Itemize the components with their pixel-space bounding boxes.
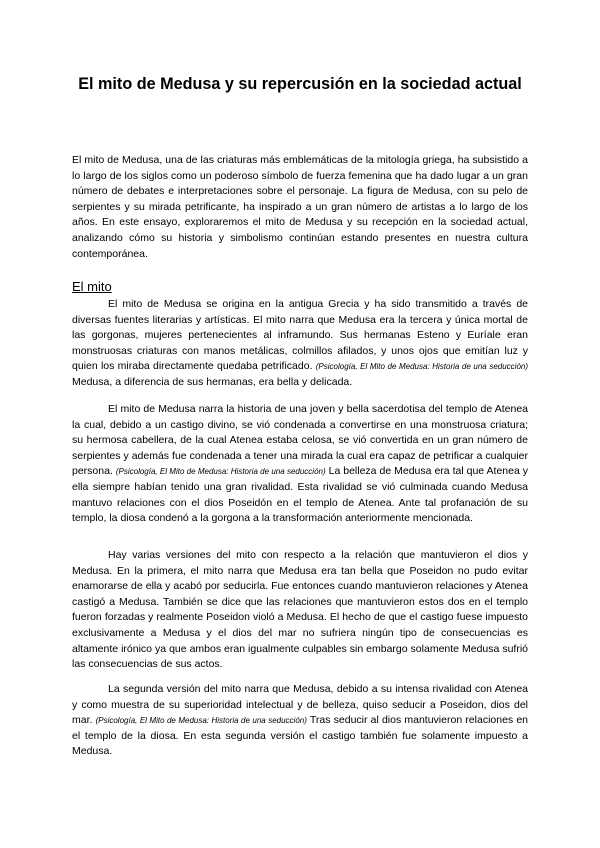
- section-heading: El mito: [72, 279, 112, 294]
- paragraph-4-text-a: La segunda versión del mito narra que Medusa, debido a su intensa rivalidad con Atenea y como muestra de su superioridad intelectual y de belleza, quiso seducir a Poseidon, dios del mar.: [72, 683, 528, 727]
- paragraph-2: [72, 402, 528, 527]
- citation: (Psicología, El Mito de Medusa: Historia de una seducción): [95, 716, 307, 726]
- citation: (Psicología, El Mito de Medusa: Historia de una seducción): [115, 467, 326, 477]
- paragraph-1: [72, 297, 528, 391]
- citation: (Psicología, El Mito de Medusa: Historia de una seducción): [315, 362, 529, 372]
- paragraph-2-text-a: El mito de Medusa narra la historia de una joven y bella sacerdotisa del templo de Atenea la cual, debido a un castigo divino, se vió condenada a convertirse en una monstruosa criatura; su hermosa cabellera, de la cual Atenea estaba celosa, se vió convertida en un gran número de serpientes y además fue condenada a tener una mirada la cual era capaz de petrificar a cualquier persona.: [72, 403, 528, 478]
- document-title: El mito de Medusa y su repercusión en la sociedad actual: [78, 75, 522, 93]
- paragraph-4: [72, 682, 528, 760]
- intro-paragraph: El mito de Medusa, una de las criaturas más emblemáticas de la mitología griega, ha subsistido a lo largo de los siglos como un poderoso símbolo de fuerza femenina que ha dado lugar a un gran número de debates e interpretaciones sobre el personaje. La figura de Medusa, con su pelo de serpientes y su mirada petrificante, ha inspirado a un gran número de artistas a lo largo de los años. En este ensayo, exploraremos el mito de Medusa y su recepción en la sociedad actual, analizando cómo su historia y simbolismo continúan estando presentes en nuestra cultura contemporánea.: [72, 154, 528, 260]
- paragraph-4-text-b: Tras seducir al dios mantuvieron relaciones en el templo de la diosa. En esta segunda versión el castigo también fue solamente impuesto a Medusa.: [72, 714, 529, 758]
- paragraph-1-text-a: El mito de Medusa se origina en la antigua Grecia y ha sido transmitido a través de diversas fuentes literarias y artísticas. El mito narra que Medusa era la tercera y única mortal de las gorgonas, mujeres pertenecientes al inframundo. Sus hermanas Esteno y Euríale eran monstruosas criaturas con manos metálicas, colmillos afilados, y unos ojos que emitían luz y quien los miraba directamente quedaba petrificado.: [72, 298, 528, 373]
- paragraph-1-text-b: Medusa, a diferencia de sus hermanas, era bella y delicada.: [72, 375, 353, 388]
- paragraph-3: Hay varias versiones del mito con respecto a la relación que mantuvieron el dios y Medusa. En la primera, el mito narra que Medusa era tan bella que Poseidon no pudo evitar enamorarse de ella y acabó por seducirla. Fue entonces cuando mantuvieron relaciones y Atenea castigó a Medusa. También se dice que las relaciones que mantuvieron estos dos en el templo fueron forzadas y realmente Poseidon violó a Medusa. El hecho de que el castigo fuese impuesto exclusivamente a Medusa y el dios del mar no sufriera ningún tipo de consecuencias es altamente irónico ya que ambos eran igualmente culpables sin embargo solamente Medusa sufrió las consecuencias de sus actos.: [72, 549, 528, 671]
- paragraph-2-text-b: La belleza de Medusa era tal que Atenea y ella siempre habían tenido una gran rivalidad. Esta rivalidad se vió culminada cuando Medusa mantuvo relaciones con el dios Poseidón en el templo de Atenea. Ante tal profanación de su templo, la diosa condenó a la gorgona a la transformación anteriormente mencionada.: [72, 465, 529, 525]
